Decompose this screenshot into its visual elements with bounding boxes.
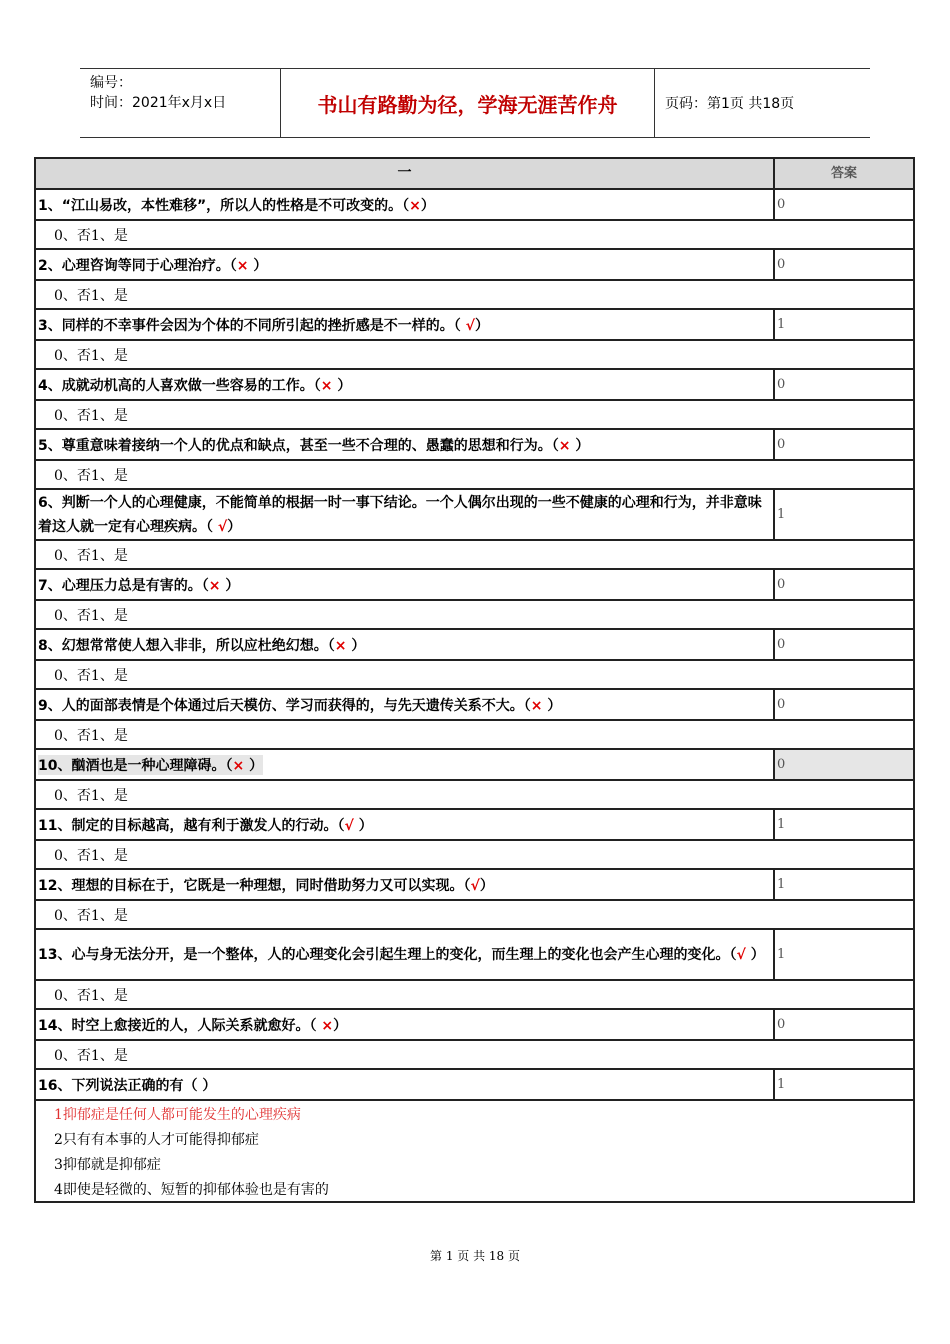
option-item: 3抑郁就是抑郁症	[54, 1157, 161, 1173]
question-row	[36, 310, 913, 341]
option-item: 2只有有本事的人才可能得抑郁症	[54, 1132, 259, 1148]
cross-mark: ×	[321, 1017, 334, 1034]
option-text: 0、否1、是	[54, 727, 128, 744]
question-row	[36, 930, 913, 981]
answer-cell: 0	[777, 257, 786, 272]
options-row	[36, 601, 913, 630]
options-row	[36, 461, 913, 490]
options-row	[36, 901, 913, 930]
question-text: 4、成就动机高的人喜欢做一些容易的工作。（× ）	[36, 370, 775, 399]
question-row	[36, 750, 913, 781]
question-text: 3、同样的不幸事件会因为个体的不同所引起的挫折感是不一样的。（ √）	[36, 310, 775, 339]
cross-mark: ×	[558, 437, 571, 454]
option-text: 0、否1、是	[54, 407, 128, 424]
column-header-question: 一	[36, 159, 775, 188]
cross-mark: ×	[236, 257, 249, 274]
options-row	[36, 981, 913, 1010]
question-row	[36, 1070, 913, 1101]
check-mark: √	[217, 518, 228, 535]
question-text: 2、心理咨询等同于心理治疗。（× ）	[36, 250, 775, 279]
cross-mark: ×	[409, 197, 421, 214]
question-row	[36, 810, 913, 841]
question-text: 12、理想的目标在于，它既是一种理想，同时借助努力又可以实现。（√）	[36, 870, 775, 899]
option-item: 1抑郁症是任何人都可能发生的心理疾病	[54, 1107, 301, 1123]
question-row	[36, 190, 913, 221]
question-row	[36, 490, 913, 541]
options-row	[36, 1041, 913, 1070]
answer-cell: 0	[777, 577, 786, 592]
options-row	[36, 221, 913, 250]
question-row	[36, 370, 913, 401]
cross-mark: ×	[320, 377, 333, 394]
options-row	[36, 721, 913, 750]
option-text: 0、否1、是	[54, 607, 128, 624]
option-text: 0、否1、是	[54, 547, 128, 564]
question-row	[36, 430, 913, 461]
column-header-answer: 答案	[775, 159, 913, 188]
answer-cell: 1	[777, 947, 786, 962]
question-text: 7、心理压力总是有害的。（× ）	[36, 570, 775, 599]
options-row	[36, 841, 913, 870]
cross-mark: ×	[208, 577, 221, 594]
option-text: 0、否1、是	[54, 1047, 128, 1064]
motto: 书山有路勤为径，学海无涯苦作舟	[281, 69, 655, 137]
options-row	[36, 541, 913, 570]
options-row	[36, 661, 913, 690]
question-text: 16、下列说法正确的有（ ）	[36, 1070, 775, 1099]
option-text: 0、否1、是	[54, 787, 128, 804]
number-label: 编号：	[90, 75, 132, 91]
answer-cell: 0	[777, 377, 786, 392]
answer-cell: 0	[777, 637, 786, 652]
options-row	[36, 781, 913, 810]
answer-cell: 1	[777, 507, 786, 522]
question-text: 5、尊重意味着接纳一个人的优点和缺点，甚至一些不合理的、愚蠢的思想和行为。（× ）	[36, 430, 775, 459]
answer-cell: 0	[777, 697, 786, 712]
answer-cell: 0	[777, 437, 786, 452]
question-text: 10、酗酒也是一种心理障碍。（× ）	[36, 750, 775, 779]
cross-mark: ×	[530, 697, 543, 714]
question-text: 9、人的面部表情是个体通过后天模仿、学习而获得的，与先天遗传关系不大。（× ）	[36, 690, 775, 719]
question-text: 11、制定的目标越高，越有利于激发人的行动。（√ ）	[36, 810, 775, 839]
table-header-row	[36, 159, 913, 190]
answer-cell: 1	[777, 817, 786, 832]
option-text: 0、否1、是	[54, 227, 128, 244]
check-mark: √	[344, 817, 354, 834]
answer-cell: 1	[777, 1077, 786, 1092]
question-text: 8、幻想常常使人想入非非，所以应杜绝幻想。（× ）	[36, 630, 775, 659]
option-text: 0、否1、是	[54, 987, 128, 1004]
document-header	[80, 68, 870, 138]
header-meta	[80, 69, 281, 137]
options-row	[36, 401, 913, 430]
check-mark: √	[736, 946, 746, 963]
option-text: 0、否1、是	[54, 287, 128, 304]
question-text: 6、判断一个人的心理健康，不能简单的根据一时一事下结论。一个人偶尔出现的一些不健康的心理和行为，并非意味着这人就一定有心理疾病。（ √）	[36, 490, 775, 539]
question-text: 13、心与身无法分开，是一个整体，人的心理变化会引起生理上的变化，而生理上的变化也会产生心理的变化。（√ ）	[36, 930, 775, 979]
option-text: 0、否1、是	[54, 347, 128, 364]
page-footer: 第 1 页 共 18 页	[430, 1249, 520, 1263]
multi-options-row	[36, 1101, 913, 1201]
check-mark: √	[470, 877, 480, 894]
answer-cell: 0	[777, 197, 786, 212]
option-text: 0、否1、是	[54, 467, 128, 484]
option-text: 0、否1、是	[54, 907, 128, 924]
answer-cell: 0	[777, 1017, 786, 1032]
time-label: 时间：2021年x月x日	[90, 95, 227, 111]
page-info: 页码：第1页 共18页	[665, 96, 795, 112]
quiz-table	[34, 157, 915, 1203]
options-row	[36, 281, 913, 310]
option-text: 0、否1、是	[54, 847, 128, 864]
question-row	[36, 870, 913, 901]
options-row	[36, 341, 913, 370]
answer-cell: 0	[775, 750, 913, 779]
question-text: 14、时空上愈接近的人，人际关系就愈好。（ ×）	[36, 1010, 775, 1039]
question-text: 1、“江山易改，本性难移”，所以人的性格是不可改变的。（×）	[36, 190, 775, 219]
cross-mark: ×	[334, 637, 347, 654]
question-row	[36, 570, 913, 601]
answer-cell: 1	[777, 317, 786, 332]
answer-cell: 1	[777, 877, 786, 892]
question-row	[36, 1010, 913, 1041]
question-row	[36, 250, 913, 281]
option-text: 0、否1、是	[54, 667, 128, 684]
question-row	[36, 690, 913, 721]
cross-mark: ×	[232, 757, 245, 774]
question-row	[36, 630, 913, 661]
check-mark: √	[465, 317, 475, 334]
option-item: 4即使是轻微的、短暂的抑郁体验也是有害的	[54, 1182, 329, 1198]
